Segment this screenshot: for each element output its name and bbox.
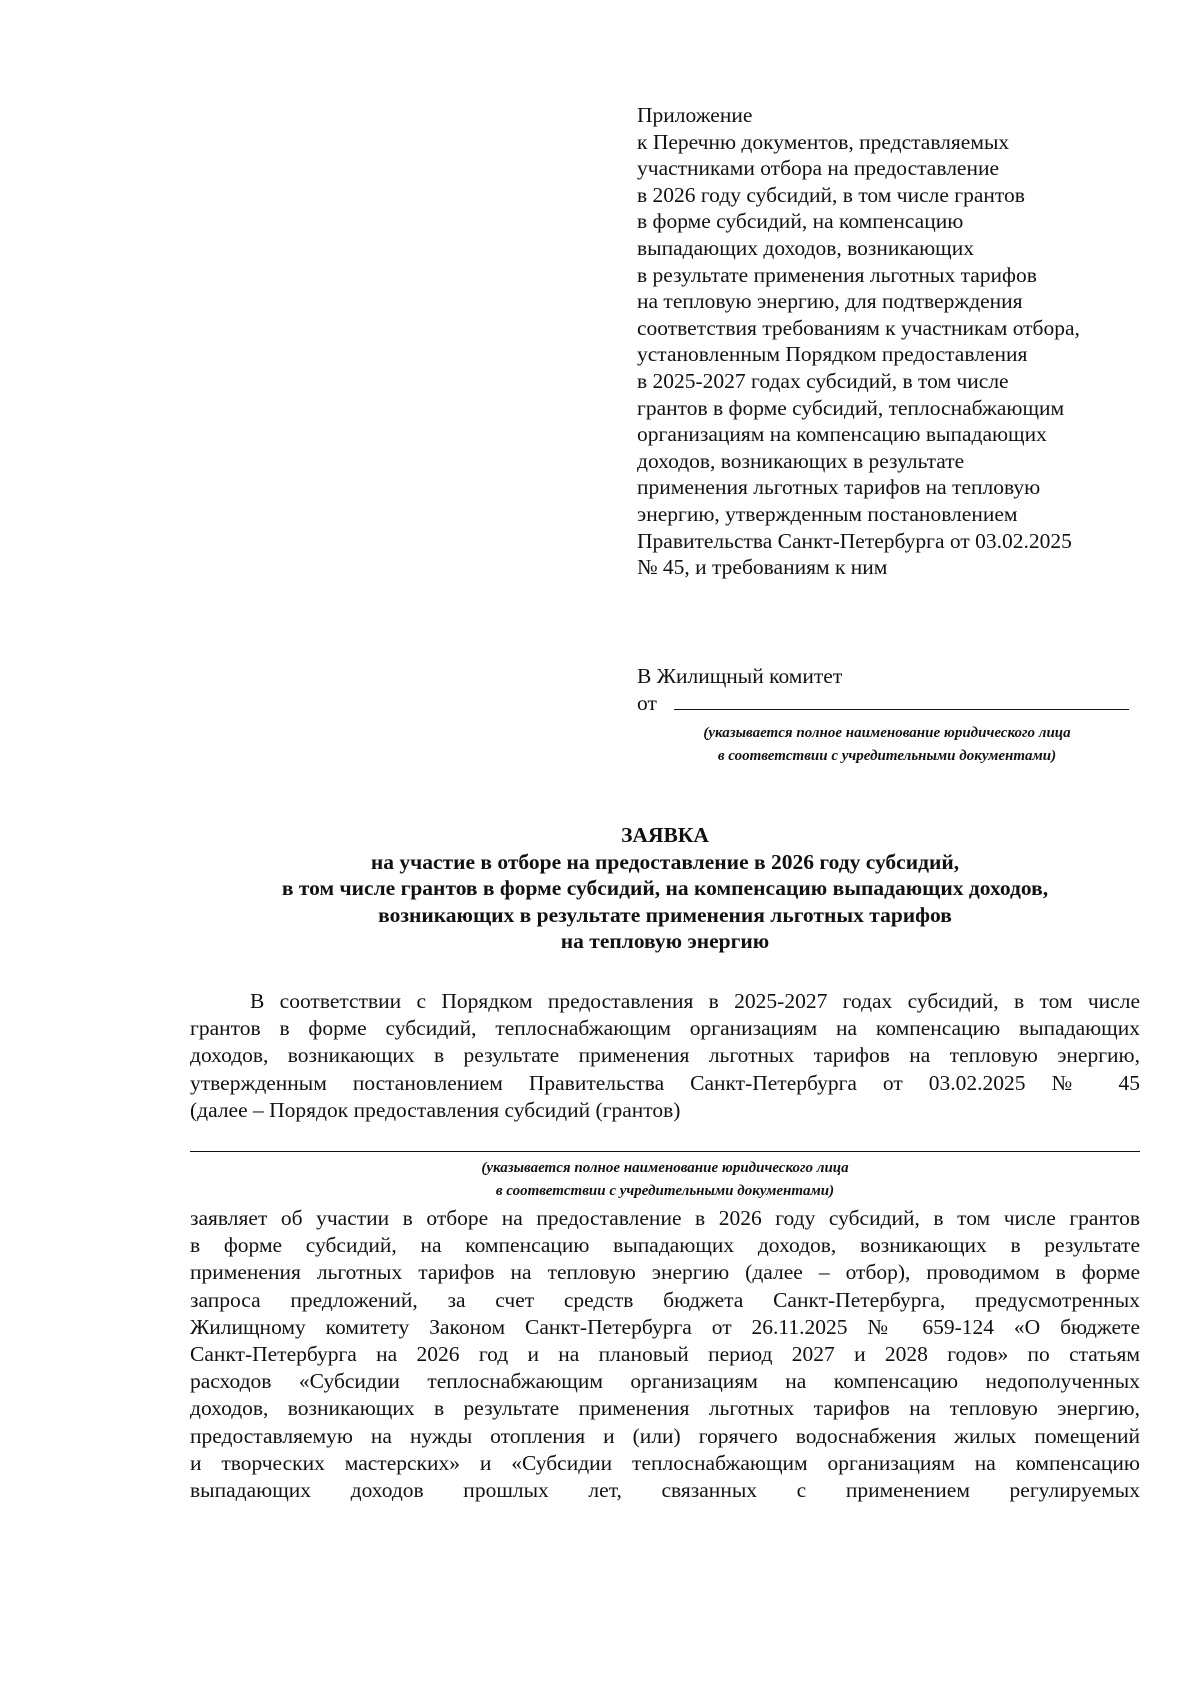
appendix-header (637, 102, 1157, 581)
application-title (150, 822, 1180, 955)
addressee-note-line: в соответствии с учредительными документами) (717, 748, 1057, 764)
body-line: доходов, возникающих в результате применения льготных тарифов на тепловую энергию, (190, 1396, 1140, 1421)
body-line: выпадающих доходов прошлых лет, связанных с применением регулируемых (190, 1478, 1140, 1503)
addressee-from-label: от (637, 691, 657, 715)
appendix-line: в результате применения льготных тарифов (637, 262, 1037, 287)
appendix-line: доходов, возникающих в результате (637, 448, 965, 473)
body-line: Жилищному комитету Законом Санкт-Петербурга от 26.11.2025 № 659-124 «О бюджете (190, 1314, 1140, 1339)
applicant-name-blank-line[interactable] (190, 1151, 1140, 1152)
body-line: запроса предложений, за счет средств бюджета Санкт-Петербурга, предусмотренных (190, 1287, 1140, 1312)
addressee-note-line: (указывается полное наименование юридического лица (703, 725, 1071, 741)
page-title: ЗАЯВКА (621, 823, 709, 847)
body-line: в форме субсидий, на компенсацию выпадающих доходов, возникающих в результате (190, 1233, 1140, 1258)
appendix-line: участниками отбора на предоставление (637, 156, 1000, 181)
body-line: расходов «Субсидии теплоснабжающим организациям на компенсацию недополученных (190, 1369, 1140, 1394)
appendix-line: в 2025-2027 годах субсидий, в том числе (637, 368, 1009, 393)
title-line: на тепловую энергию (560, 929, 770, 953)
fill-note-line: в соответствии с учредительными документами) (495, 1183, 835, 1199)
body-line: В соответствии с Порядком предоставления в 2025-2027 годах субсидий, в том числе (250, 989, 1140, 1013)
body-line: заявляет об участии в отборе на предоставление в 2026 году субсидий, в том числе грантов (190, 1206, 1140, 1230)
applicant-name-field[interactable] (674, 691, 1129, 710)
addressee-from-row (637, 690, 1157, 717)
appendix-line: грантов в форме субсидий, теплоснабжающим (637, 395, 1065, 420)
body-line: Санкт-Петербурга на 2026 год и на плановый период 2027 и 2028 годов» по статьям (190, 1342, 1140, 1367)
appendix-line: в 2026 году субсидий, в том числе грантов (637, 182, 1025, 207)
appendix-line: к Перечню документов, представляемых (637, 129, 1010, 154)
body-line: и творческих мастерских» и «Субсидии теплоснабжающим организациям на компенсацию (190, 1450, 1140, 1475)
body-line: применения льготных тарифов на тепловую энергию (далее – отбор), проводимом в форме (190, 1260, 1140, 1285)
body-line: утвержденным постановлением Правительства Санкт-Петербурга от 03.02.2025 № 45 (190, 1070, 1140, 1095)
title-line: в том числе грантов в форме субсидий, на компенсацию выпадающих доходов, (281, 876, 1049, 900)
appendix-line: Правительства Санкт-Петербурга от 03.02.2025 (637, 528, 1072, 553)
appendix-line: на тепловую энергию, для подтверждения (637, 289, 1023, 314)
addressee-to: В Жилищный комитет (637, 664, 843, 688)
appendix-line: энергию, утвержденным постановлением (637, 501, 1018, 526)
body-line: предоставляемую на нужды отопления и (или) горячего водоснабжения жилых помещений (190, 1423, 1140, 1448)
appendix-line: Приложение (637, 103, 753, 127)
title-line: на участие в отборе на предоставление в 2026 году субсидий, (370, 849, 960, 874)
appendix-line: установленным Порядком предоставления (637, 342, 1028, 367)
fill-note-line: (указывается полное наименование юридического лица (481, 1160, 849, 1176)
body-paragraph-1 (190, 988, 1140, 1124)
body-line: (далее – Порядок предоставления субсидий (грантов) (190, 1097, 681, 1122)
appendix-line: в форме субсидий, на компенсацию (637, 209, 964, 234)
appendix-line: соответствия требованиям к участникам отбора, (637, 315, 1080, 340)
appendix-line: выпадающих доходов, возникающих (637, 235, 974, 260)
addressee-block (637, 663, 1157, 768)
body-line: доходов, возникающих в результате применения льготных тарифов на тепловую энергию, (190, 1043, 1140, 1068)
body-line: грантов в форме субсидий, теплоснабжающим организациям на компенсацию выпадающих (190, 1016, 1140, 1041)
appendix-line: № 45, и требованиям к ним (637, 555, 888, 580)
body-paragraph-2 (190, 1205, 1140, 1504)
appendix-line: применения льготных тарифов на тепловую (637, 475, 1041, 500)
title-line: возникающих в результате применения льготных тарифов (378, 902, 952, 927)
appendix-line: организациям на компенсацию выпадающих (637, 422, 1047, 447)
fill-note (190, 1157, 1140, 1203)
